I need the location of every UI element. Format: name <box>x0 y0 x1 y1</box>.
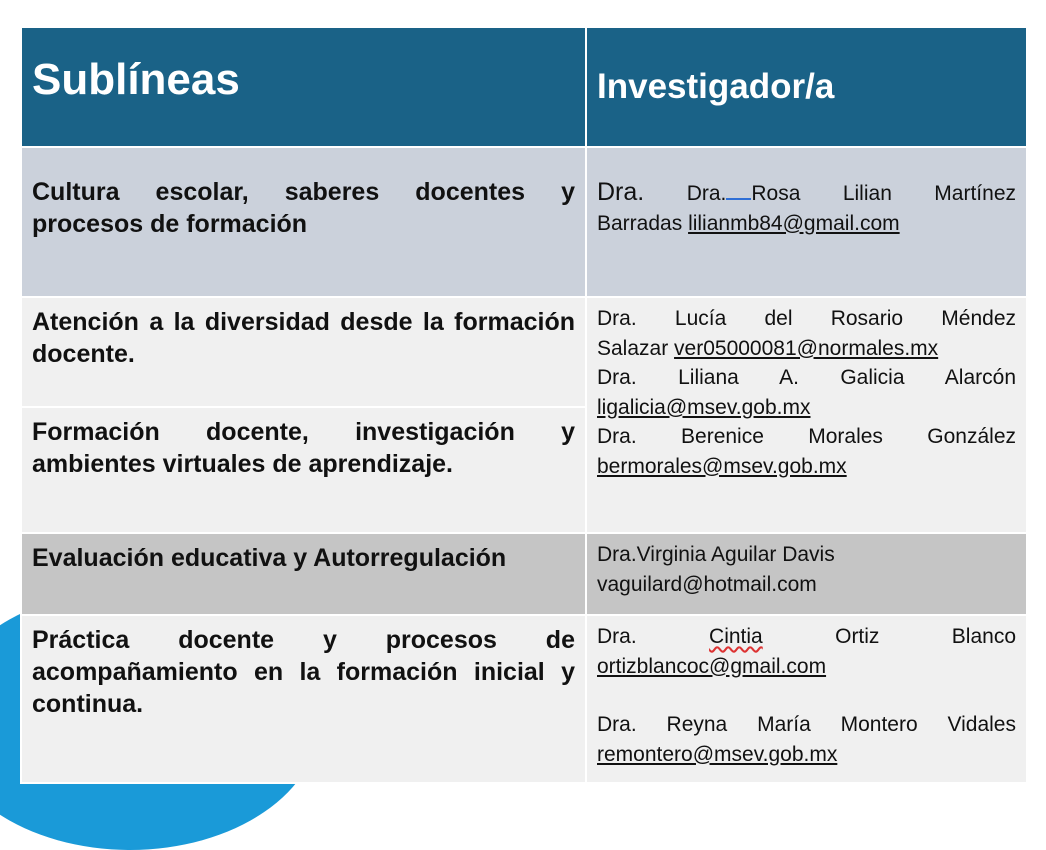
researcher-email[interactable]: bermorales@msev.gob.mx <box>597 454 847 478</box>
researcher-email[interactable]: ortizblancoc@gmail.com <box>597 654 827 678</box>
researcher-cell <box>586 297 1027 533</box>
researcher-first-name: Cintia <box>709 625 763 648</box>
researcher-surname: Salazar <box>597 336 669 360</box>
researcher-middle-name: Ortiz <box>835 625 880 648</box>
researcher-cell <box>586 615 1027 783</box>
subline-cell: Cultura escolar, saberes docentes y procesos de formación <box>21 147 586 297</box>
researcher-title: Dra. <box>597 625 637 648</box>
researcher-title: Dra. <box>597 178 645 206</box>
researcher-email[interactable]: vaguilard@hotmail.com <box>597 572 817 596</box>
researcher-name: Dra.Virginia Aguilar Davis <box>597 543 835 566</box>
table-row <box>21 533 1027 615</box>
researcher-email[interactable]: remontero@msev.gob.mx <box>597 742 838 766</box>
researcher-name: Rosa Lilian Martínez <box>751 182 1017 205</box>
researcher-last-name: Blanco <box>951 625 1017 648</box>
researcher-email[interactable]: lilianmb84@gmail.com <box>688 211 900 235</box>
header-investigador: Investigador/a <box>586 27 1027 147</box>
table-row <box>21 147 1027 297</box>
researcher-name: Dra. Lucía del Rosario Méndez <box>597 307 1016 330</box>
header-sublineas: Sublíneas <box>21 27 586 147</box>
researcher-email[interactable]: ligalicia@msev.gob.mx <box>597 395 811 419</box>
table-row <box>21 615 1027 783</box>
subline-cell: Formación docente, investigación y ambientes virtuales de aprendizaje. <box>21 407 586 533</box>
researcher-email[interactable]: ver05000081@normales.mx <box>674 336 939 360</box>
researcher-name: Dra. Liliana A. Galicia Alarcón <box>597 366 1016 389</box>
researcher-name: Dra. Berenice Morales González <box>597 425 1016 448</box>
research-lines-table <box>20 26 1028 784</box>
table-header-row <box>21 27 1027 147</box>
researcher-surname: Barradas <box>597 211 683 235</box>
researcher-cell <box>586 147 1027 297</box>
researcher-name: Dra. Reyna María Montero Vidales <box>597 713 1016 736</box>
subline-cell: Evaluación educativa y Autorregulación <box>21 533 586 615</box>
table-row <box>21 297 1027 407</box>
subline-cell: Atención a la diversidad desde la formación docente. <box>21 297 586 407</box>
subline-cell: Práctica docente y procesos de acompañamiento en la formación inicial y continua. <box>21 615 586 783</box>
researcher-title-repeat: Dra. <box>687 182 752 205</box>
text-cursor-underline <box>726 180 751 200</box>
researcher-cell <box>586 533 1027 615</box>
